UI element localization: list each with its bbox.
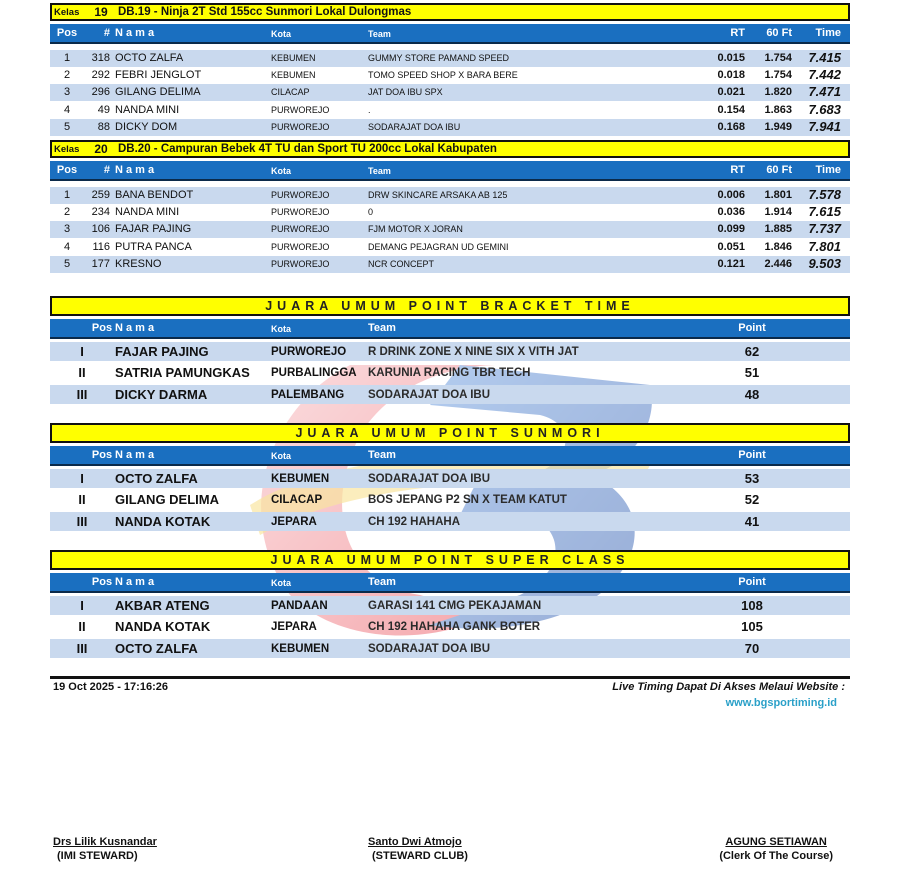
results-table-header (50, 161, 850, 181)
champion-table-header (50, 319, 850, 339)
cell-kota: CILACAP (271, 87, 310, 98)
cell-rt: 0.015 (717, 52, 745, 64)
champion-section-title: JUARA UMUM POINT SUNMORI (50, 423, 850, 443)
cell-pos: 1 (63, 52, 71, 64)
table-row (50, 50, 850, 67)
cell-ft60: 1.885 (764, 223, 792, 236)
cell-kota: JEPARA (271, 515, 317, 528)
cell-point: 41 (744, 513, 760, 529)
class-label: Kelas (54, 143, 80, 155)
cell-nama: SATRIA PAMUNGKAS (115, 365, 250, 381)
cell-nama: PUTRA PANCA (115, 240, 192, 253)
cell-point: 105 (741, 619, 763, 635)
cell-pos: III (76, 386, 88, 402)
cell-ft60: 1.914 (764, 206, 792, 219)
cell-pos: 4 (63, 240, 71, 253)
cell-time: 7.415 (808, 50, 841, 65)
cell-nama: OCTO ZALFA (115, 640, 198, 656)
cell-rt: 0.018 (717, 69, 745, 82)
cell-nama: DICKY DARMA (115, 386, 208, 402)
column-header-point: Point (738, 449, 766, 461)
cell-team: 0 (368, 207, 374, 218)
champion-table-header (50, 573, 850, 593)
cell-nama: GILANG DELIMA (115, 492, 219, 508)
cell-pos: I (80, 471, 84, 486)
column-header-pos: Pos (91, 576, 113, 588)
cell-team: . (368, 104, 371, 115)
signatory-role: (IMI STEWARD) (57, 850, 138, 862)
class-number: 20 (94, 142, 108, 156)
cell-nama: FAJAR PAJING (115, 344, 209, 359)
cell-team: FJM MOTOR X JORAN (368, 224, 463, 235)
cell-nama: NANDA MINI (115, 206, 180, 219)
column-header-no: # (103, 27, 110, 39)
cell-pos: 3 (63, 223, 71, 236)
column-header-rt: RT (730, 27, 745, 39)
cell-pos: 2 (63, 69, 71, 82)
cell-kota: PURWOREJO (271, 346, 347, 358)
cell-no: 177 (91, 257, 110, 270)
champion-row (50, 490, 850, 509)
cell-time: 9.503 (808, 255, 841, 271)
column-header-kota: Kota (271, 324, 291, 334)
cell-rt: 0.154 (717, 103, 745, 116)
cell-team: SODARAJAT DOA IBU (368, 473, 491, 485)
cell-team: NCR CONCEPT (368, 258, 435, 269)
cell-point: 62 (744, 344, 760, 359)
cell-pos: 5 (63, 257, 71, 270)
cell-no: 259 (91, 189, 110, 201)
cell-rt: 0.021 (717, 86, 745, 99)
cell-ft60: 1.754 (764, 52, 792, 64)
cell-team: CH 192 HAHAHA (368, 515, 461, 528)
cell-kota: KEBUMEN (271, 473, 330, 485)
cell-kota: PURWOREJO (271, 207, 330, 218)
cell-team: KARUNIA RACING TBR TECH (368, 367, 531, 380)
class-header (50, 3, 850, 21)
signatory-role: (Clerk Of The Course) (719, 850, 833, 862)
signature-block (368, 836, 468, 862)
cell-no: 116 (92, 240, 110, 253)
cell-kota: KEBUMEN (271, 70, 316, 81)
champion-row (50, 363, 850, 382)
class-title: DB.20 - Campuran Bebek 4T TU dan Sport TU 200cc Lokal Kabupaten (118, 143, 497, 155)
footer-divider (50, 676, 850, 679)
champion-row (50, 617, 850, 636)
table-row (50, 204, 850, 221)
cell-no: 49 (97, 103, 110, 116)
cell-time: 7.615 (808, 204, 841, 220)
table-row (50, 221, 850, 238)
cell-team: GUMMY STORE PAMAND SPEED (368, 53, 510, 63)
column-header-nama: N a m a (115, 27, 155, 39)
cell-nama: BANA BENDOT (115, 189, 194, 201)
cell-pos: 1 (63, 189, 71, 201)
cell-no: 292 (91, 69, 110, 82)
cell-no: 106 (91, 223, 110, 236)
cell-kota: PANDAAN (271, 600, 328, 612)
champion-table-header (50, 446, 850, 466)
cell-team: R DRINK ZONE X NINE SIX X VITH JAT (368, 346, 579, 358)
cell-kota: CILACAP (271, 494, 323, 507)
cell-nama: FEBRI JENGLOT (115, 69, 202, 82)
cell-pos: 3 (63, 86, 71, 99)
signatory-name: Drs Lilik Kusnandar (53, 836, 157, 848)
column-header-team: Team (368, 322, 396, 334)
cell-time: 7.471 (808, 84, 841, 100)
cell-rt: 0.006 (717, 189, 745, 201)
column-header-kota: Kota (271, 166, 291, 176)
column-header-kota: Kota (271, 29, 291, 39)
cell-nama: OCTO ZALFA (115, 52, 184, 64)
column-header-team: Team (368, 29, 391, 39)
cell-point: 48 (744, 386, 760, 402)
cell-team: SODARAJAT DOA IBU (368, 121, 461, 132)
cell-team: TOMO SPEED SHOP X BARA BERE (368, 70, 518, 81)
cell-rt: 0.099 (717, 223, 745, 236)
cell-no: 318 (91, 52, 110, 64)
cell-kota: PURWOREJO (271, 104, 330, 115)
class-title: DB.19 - Ninja 2T Std 155cc Sunmori Lokal Dulongmas (118, 6, 412, 18)
champion-row (50, 639, 850, 658)
signatory-role: (STEWARD CLUB) (372, 850, 468, 862)
champion-row (50, 385, 850, 404)
website-link[interactable]: www.bgsportiming.id (725, 697, 837, 709)
champion-row (50, 512, 850, 531)
class-header (50, 140, 850, 158)
cell-rt: 0.168 (717, 120, 745, 133)
cell-pos: III (76, 640, 88, 656)
column-header-team: Team (368, 166, 391, 176)
cell-pos: 4 (63, 103, 71, 116)
column-header-team: Team (368, 449, 396, 461)
class-number: 19 (94, 5, 108, 19)
cell-ft60: 1.820 (764, 86, 792, 99)
cell-pos: I (80, 344, 84, 359)
signatory-name: AGUNG SETIAWAN (725, 836, 827, 848)
table-row (50, 84, 850, 101)
cell-kota: KEBUMEN (271, 53, 316, 63)
cell-team: JAT DOA IBU SPX (368, 87, 443, 98)
cell-nama: KRESNO (115, 257, 162, 270)
cell-kota: JEPARA (271, 621, 317, 634)
cell-pos: II (78, 365, 86, 381)
cell-nama: AKBAR ATENG (115, 598, 210, 613)
champion-section-title: JUARA UMUM POINT SUPER CLASS (50, 550, 850, 570)
cell-team: DRW SKINCARE ARSAKA AB 125 (368, 190, 508, 200)
cell-time: 7.442 (808, 67, 841, 83)
champion-row (50, 342, 850, 361)
cell-team: SODARAJAT DOA IBU (368, 642, 491, 655)
cell-time: 7.578 (808, 187, 841, 202)
signature-block (53, 836, 157, 862)
column-header-pos: Pos (91, 449, 113, 461)
cell-nama: GILANG DELIMA (115, 86, 201, 99)
champion-row (50, 469, 850, 488)
column-header-nama: N a m a (115, 322, 155, 334)
cell-team: GARASI 141 CMG PEKAJAMAN (368, 600, 542, 612)
table-row (50, 187, 850, 204)
cell-kota: PURBALINGGA (271, 367, 357, 380)
champion-section-title: JUARA UMUM POINT BRACKET TIME (50, 296, 850, 316)
cell-point: 70 (744, 640, 760, 656)
table-row (50, 67, 850, 84)
cell-ft60: 1.754 (764, 69, 792, 82)
cell-pos: I (80, 598, 84, 613)
cell-kota: KEBUMEN (271, 642, 330, 655)
column-header-no: # (103, 164, 110, 176)
cell-team: CH 192 HAHAHA GANK BOTER (368, 621, 541, 634)
cell-rt: 0.121 (717, 257, 745, 270)
cell-nama: DICKY DOM (115, 120, 178, 133)
cell-pos: III (76, 513, 88, 529)
cell-rt: 0.036 (717, 206, 745, 219)
cell-kota: PURWOREJO (271, 241, 330, 252)
column-header-nama: N a m a (115, 576, 155, 588)
cell-nama: NANDA MINI (115, 103, 180, 116)
column-header-point: Point (738, 322, 766, 334)
cell-ft60: 1.846 (764, 240, 792, 253)
cell-rt: 0.051 (717, 240, 745, 253)
cell-time: 7.801 (808, 238, 841, 254)
champion-row (50, 596, 850, 615)
cell-kota: PALEMBANG (271, 388, 345, 401)
print-timestamp: 19 Oct 2025 - 17:16:26 (53, 681, 168, 693)
column-header-point: Point (738, 576, 766, 588)
cell-point: 52 (744, 492, 760, 508)
cell-time: 7.683 (808, 101, 841, 117)
cell-kota: PURWOREJO (271, 224, 330, 235)
table-row (50, 119, 850, 136)
column-header-nama: N a m a (115, 164, 155, 176)
cell-kota: PURWOREJO (271, 190, 330, 200)
cell-pos: 2 (63, 206, 71, 219)
cell-point: 108 (741, 598, 763, 613)
column-header-ft60: 60 Ft (766, 27, 792, 39)
column-header-time: Time (815, 164, 841, 176)
cell-point: 51 (744, 365, 760, 381)
column-header-pos: Pos (91, 322, 113, 334)
column-header-team: Team (368, 576, 396, 588)
cell-team: SODARAJAT DOA IBU (368, 388, 491, 401)
signature-block (719, 836, 833, 862)
cell-point: 53 (744, 471, 760, 486)
cell-pos: II (78, 619, 86, 635)
cell-kota: PURWOREJO (271, 121, 330, 132)
cell-no: 296 (91, 86, 110, 99)
table-row (50, 256, 850, 273)
table-row (50, 239, 850, 256)
cell-ft60: 1.801 (764, 189, 792, 201)
cell-nama: NANDA KOTAK (115, 513, 211, 529)
column-header-pos: Pos (56, 164, 78, 176)
column-header-kota: Kota (271, 451, 291, 461)
column-header-pos: Pos (56, 27, 78, 39)
column-header-rt: RT (730, 164, 745, 176)
cell-pos: 5 (63, 120, 71, 133)
cell-no: 234 (91, 206, 110, 219)
results-table-header (50, 24, 850, 44)
cell-pos: II (78, 492, 86, 508)
live-timing-note: Live Timing Dapat Di Akses Melaui Website : (612, 681, 845, 693)
signatory-name: Santo Dwi Atmojo (368, 836, 462, 848)
table-row (50, 102, 850, 119)
column-header-ft60: 60 Ft (766, 164, 792, 176)
column-header-kota: Kota (271, 578, 291, 588)
cell-nama: FAJAR PAJING (115, 223, 192, 236)
class-label: Kelas (54, 6, 80, 18)
cell-kota: PURWOREJO (271, 258, 330, 269)
cell-no: 88 (97, 120, 110, 133)
cell-time: 7.737 (808, 221, 841, 237)
cell-nama: NANDA KOTAK (115, 619, 211, 635)
cell-time: 7.941 (808, 118, 841, 134)
cell-nama: OCTO ZALFA (115, 471, 198, 486)
cell-team: DEMANG PEJAGRAN UD GEMINI (368, 241, 509, 252)
cell-team: BOS JEPANG P2 SN X TEAM KATUT (368, 494, 567, 507)
cell-ft60: 1.863 (764, 103, 792, 116)
column-header-nama: N a m a (115, 449, 155, 461)
cell-ft60: 2.446 (764, 257, 792, 270)
column-header-time: Time (815, 27, 841, 39)
cell-ft60: 1.949 (764, 120, 792, 133)
